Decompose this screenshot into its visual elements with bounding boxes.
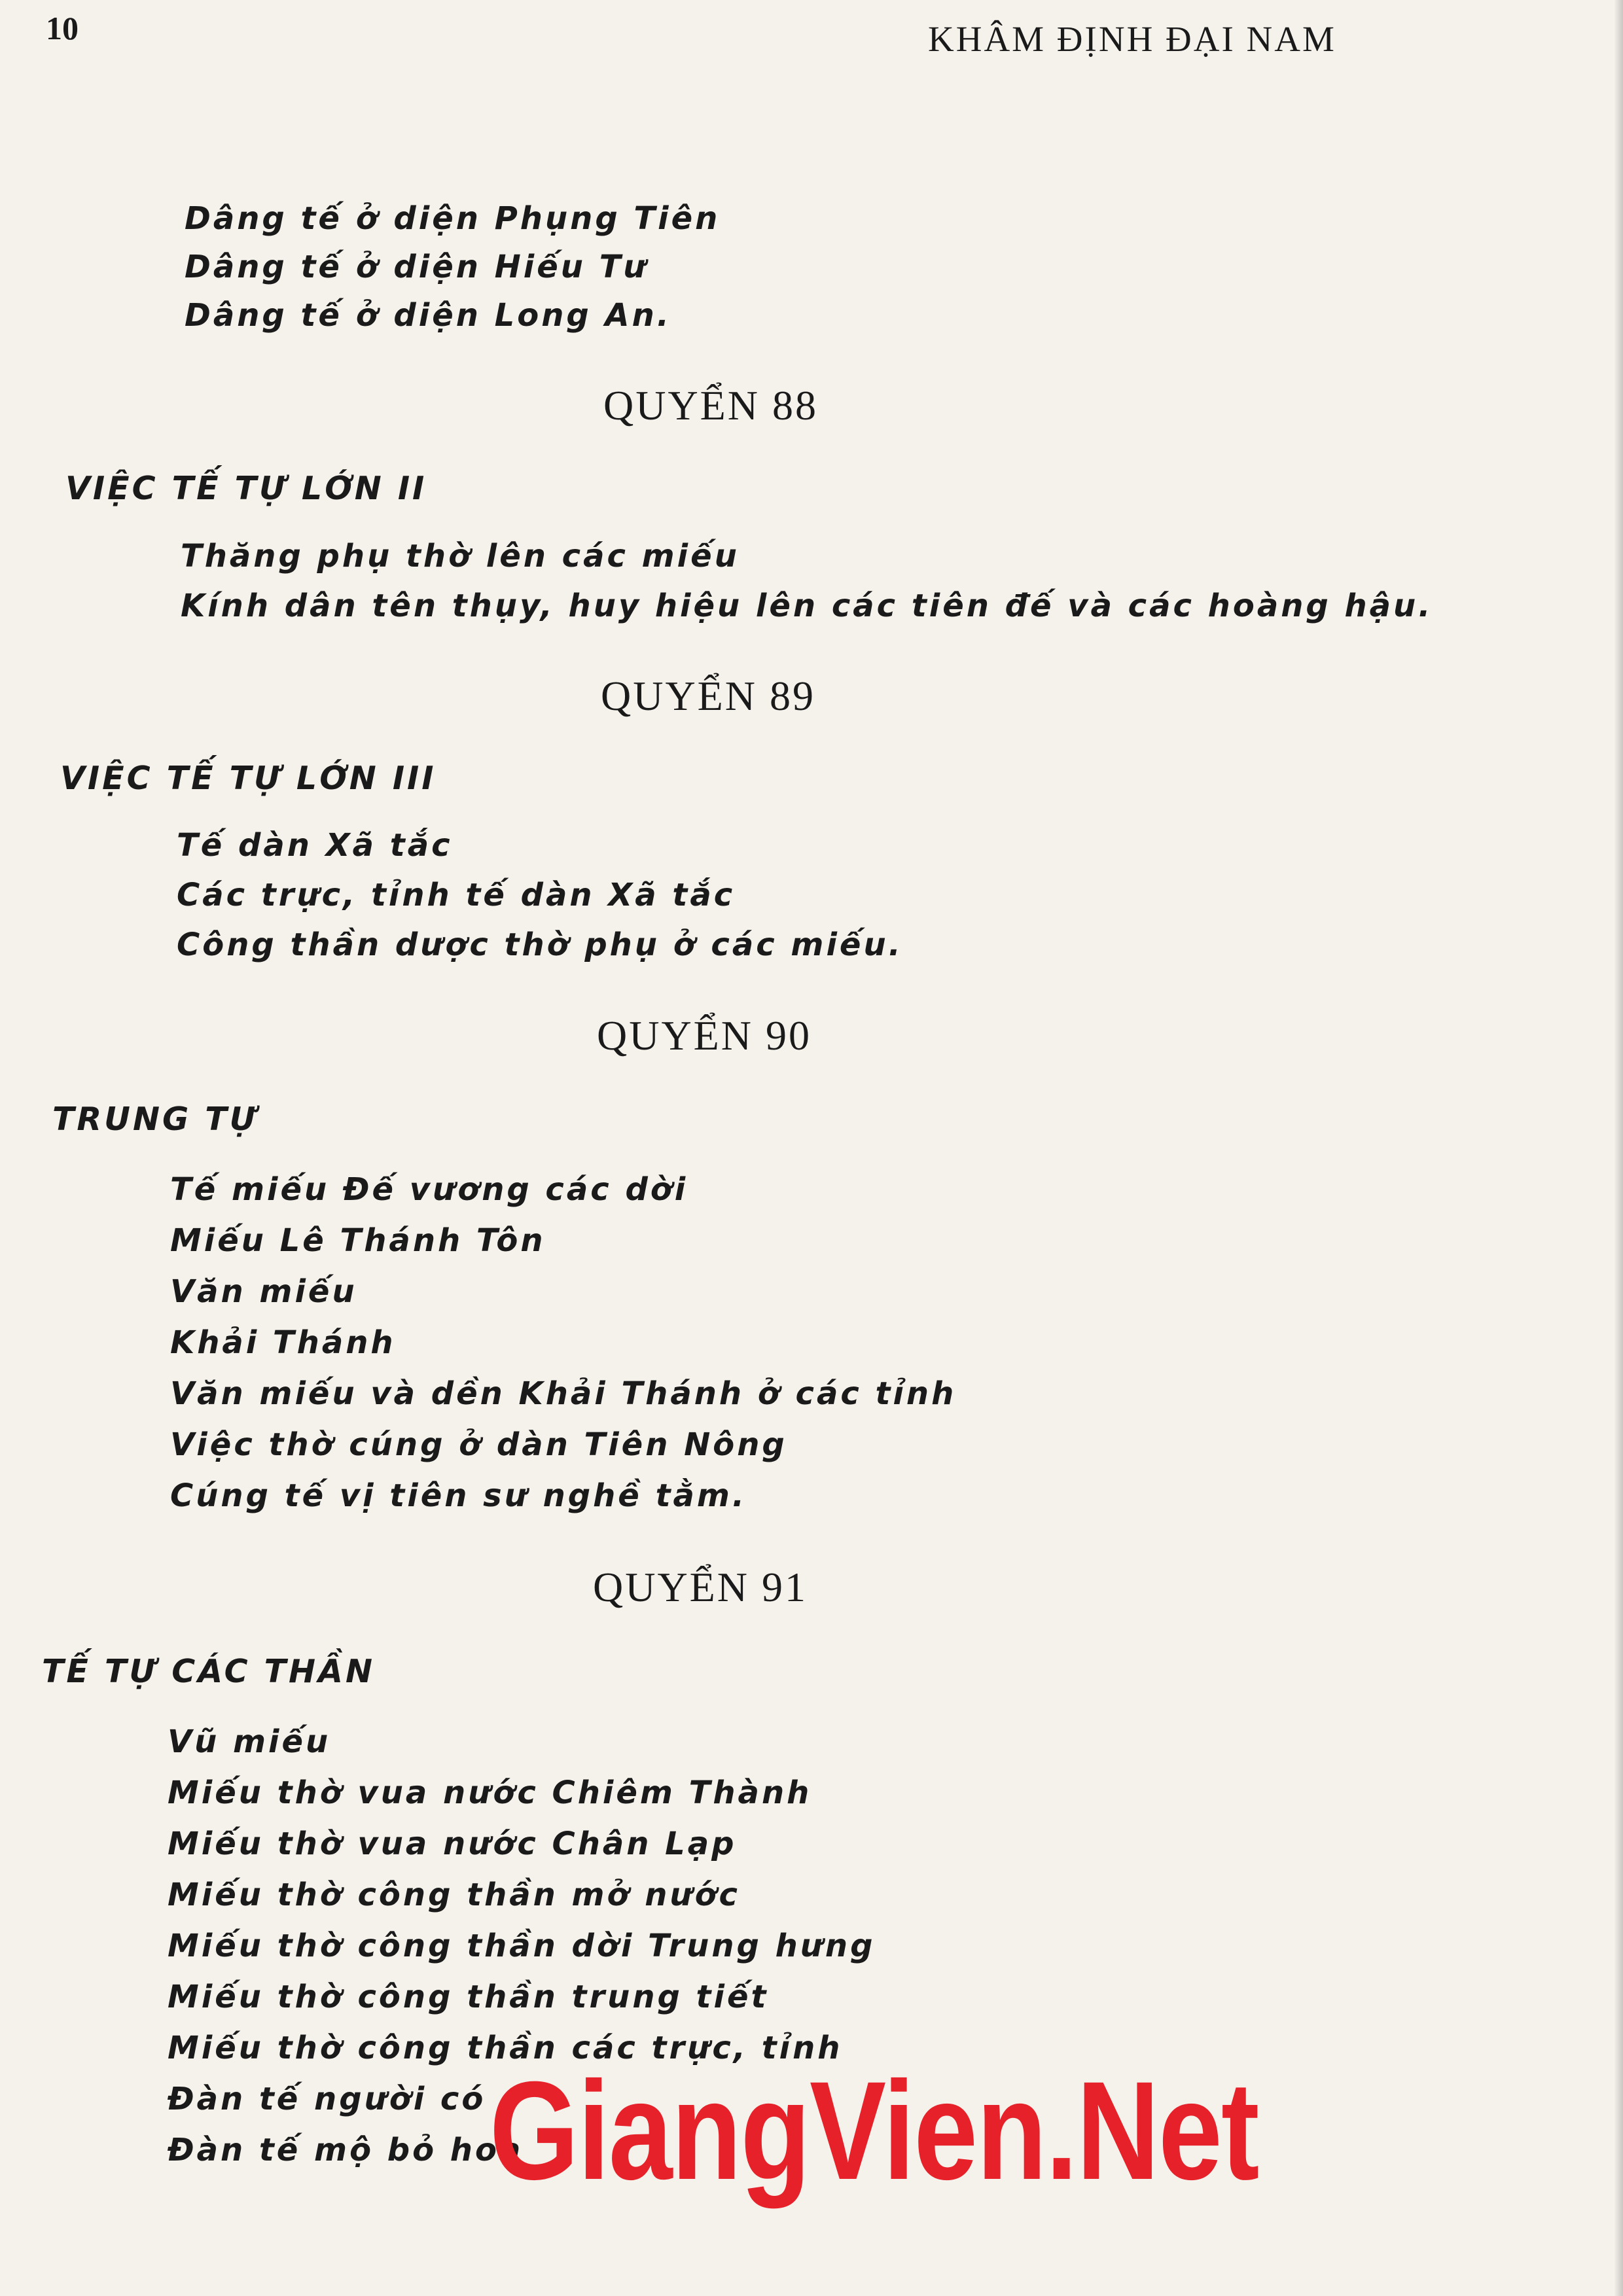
volume-heading: QUYỂN 89	[601, 673, 815, 719]
chapter-title: VIỆC TẾ TỰ LỚN III	[60, 760, 437, 797]
list-item: Dâng tế ở diện Hiếu Tư	[185, 249, 649, 285]
list-item: Đàn tế mộ bỏ hoa	[168, 2132, 524, 2168]
volume-heading: QUYỂN 90	[597, 1012, 812, 1059]
list-item: Vũ miếu	[168, 1723, 331, 1760]
list-item: Cúng tế vị tiên sư nghề tằm.	[170, 1477, 747, 1514]
page-number: 10	[46, 10, 79, 46]
list-item: Miếu thờ vua nước Chân Lạp	[168, 1826, 737, 1862]
list-item: Thăng phụ thờ lên các miếu	[181, 538, 740, 574]
list-item: Miếu thờ công thần các trực, tỉnh	[168, 2030, 843, 2066]
list-item: Văn miếu và dền Khải Thánh ở các tỉnh	[170, 1375, 957, 1412]
chapter-title: VIỆC TẾ TỰ LỚN II	[65, 470, 427, 507]
list-item: Dâng tế ở diện Phụng Tiên	[185, 200, 721, 237]
list-item: Miếu thờ công thần mở nước	[168, 1877, 740, 1913]
list-item: Tế dàn Xã tắc	[177, 827, 453, 864]
list-item: Miếu Lê Thánh Tôn	[170, 1222, 546, 1259]
running-header: KHÂM ĐỊNH ĐẠI NAM	[928, 19, 1336, 59]
watermark-logo: GiangVien.Net	[490, 2053, 1258, 2209]
volume-heading: QUYỂN 91	[593, 1564, 808, 1610]
list-item: Đàn tế người có	[168, 2081, 486, 2117]
list-item: Khải Thánh	[170, 1324, 396, 1361]
volume-heading: QUYỂN 88	[603, 382, 818, 429]
list-item: Miếu thờ vua nước Chiêm Thành	[168, 1775, 812, 1811]
list-item: Miếu thờ công thần trung tiết	[168, 1979, 769, 2015]
list-item: Dâng tế ở diện Long An.	[185, 297, 671, 334]
list-item: Công thần dược thờ phụ ở các miếu.	[177, 927, 903, 963]
list-item: Các trực, tỉnh tế dàn Xã tắc	[177, 877, 736, 913]
chapter-title: TẾ TỰ CÁC THẦN	[42, 1653, 375, 1690]
list-item: Văn miếu	[170, 1273, 357, 1310]
list-item: Việc thờ cúng ở dàn Tiên Nông	[170, 1426, 787, 1463]
list-item: Kính dân tên thụy, huy hiệu lên các tiên đế và các hoàng hậu.	[181, 588, 1433, 624]
page-edge-shadow	[1614, 0, 1623, 2296]
list-item: Tế miếu Đế vương các dời	[170, 1171, 688, 1208]
chapter-title: TRUNG TỰ	[52, 1101, 259, 1138]
list-item: Miếu thờ công thần dời Trung hưng	[168, 1928, 876, 1964]
